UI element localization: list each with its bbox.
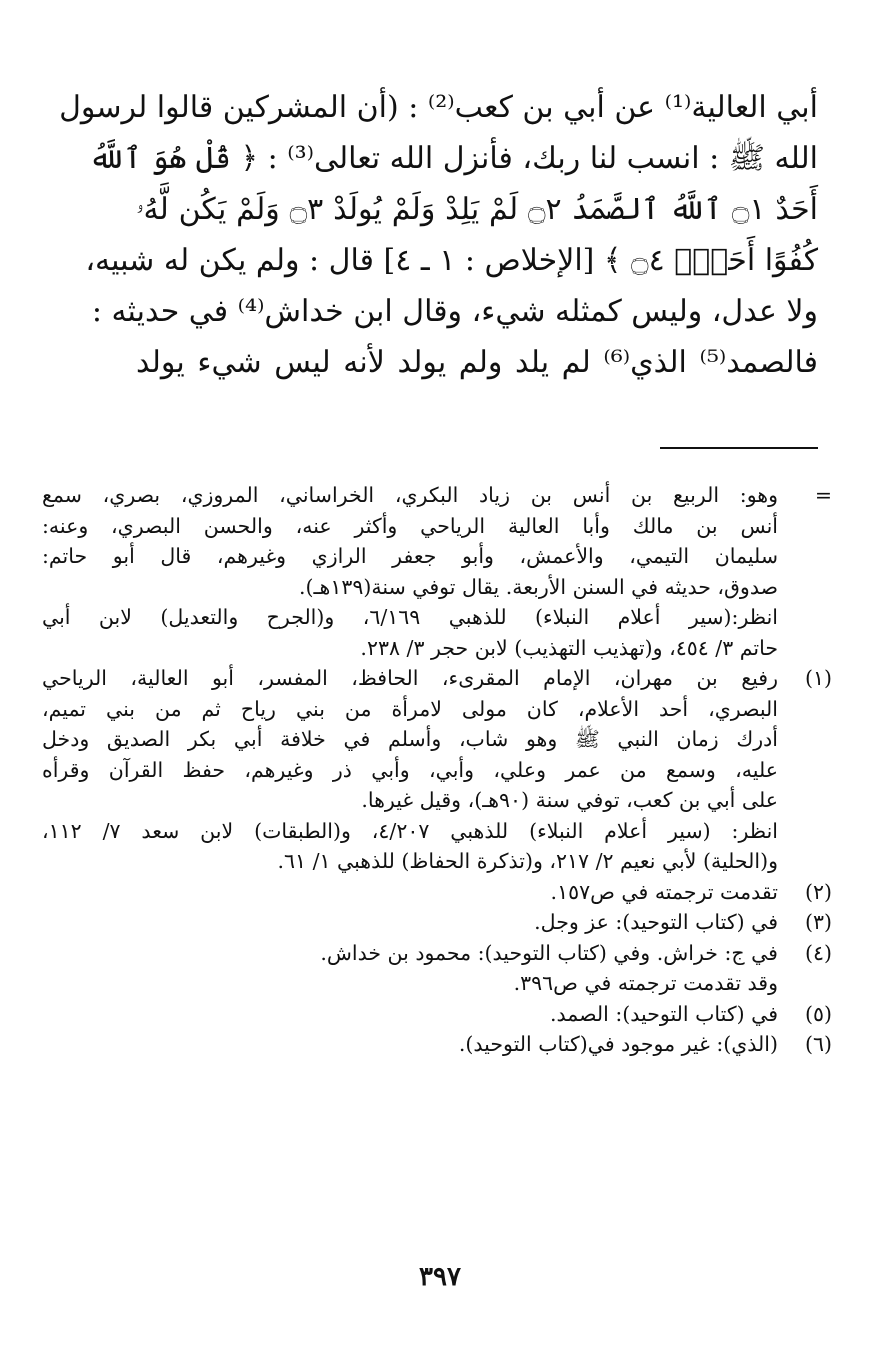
- footnote-line: انظر:(سير أعلام النبلاء) للذهبي ٦/١٦٩، و(الجرح والتعديل) لابن أبي: [42, 605, 778, 629]
- footnote-marker: (٥): [804, 1001, 832, 1026]
- footnote-line: رفيع بن مهران، الإمام المقرىء، الحافظ، المفسر، أبو العالية، الرياحي: [42, 666, 778, 690]
- footnote-marker: (٦): [804, 1032, 832, 1056]
- footnote-marker: =: [814, 483, 832, 507]
- main-text: [59, 82, 818, 388]
- footnote-line: تقدمت ترجمته في ص١٥٧.: [550, 879, 778, 904]
- footnote-line: في (كتاب التوحيد): الصمد.: [549, 1001, 778, 1026]
- footnote-line: في (كتاب التوحيد): عز وجل.: [534, 910, 778, 934]
- page-number: ٣٩٧: [419, 1262, 461, 1292]
- footnote-5: [42, 999, 832, 1030]
- footnote-line: في ج: خراش. وفي (كتاب التوحيد): محمود بن خداش.: [320, 940, 778, 965]
- footnote-6: [42, 1029, 832, 1060]
- main-text-line: فالصمد⁽⁵⁾ الذي⁽⁶⁾ لم يلد ولم يولد لأنه ليس شيء يولد: [136, 345, 818, 380]
- footnote-line: البصري، أحد الأعلام، كان مولى لامرأة من بني رياح ثم من بني تميم،: [42, 696, 778, 721]
- footnote-separator: [660, 447, 818, 449]
- footnote-continued: [42, 480, 832, 663]
- footnote-line: أنس بن مالك وأبا العالية الرياحي وأكثر عنه، والحسن البصري، وعنه:: [42, 513, 778, 538]
- footnote-3: [42, 907, 832, 938]
- main-text-line: كُفُوًا أَحَدٌۢ ۝٤ ﴾ [الإخلاص : ١ ـ ٤] قال : ولم يكن له شبيه،: [85, 243, 818, 278]
- main-text-line: أبي العالية⁽¹⁾ عن أبي بن كعب⁽²⁾ : (أن المشركين قالوا لرسول: [59, 90, 818, 125]
- footnote-marker: (٢): [804, 879, 832, 904]
- footnote-line: على أبي بن كعب، توفي سنة (٩٠هـ)، وقيل غيرها.: [361, 788, 778, 812]
- footnote-marker: (١): [804, 666, 832, 690]
- footnote-line: عليه، وسمع من عمر وعلي، وأبي، وأبي ذر وغيرهم، حفظ القرآن وقرأه: [42, 757, 778, 782]
- footnote-line: أدرك زمان النبي ﷺ وهو شاب، وأسلم في خلافة أبي بكر الصديق ودخل: [42, 727, 778, 751]
- footnote-line: (الذي): غير موجود في(كتاب التوحيد).: [458, 1032, 778, 1056]
- footnote-4: [42, 938, 832, 999]
- footnote-1: [42, 663, 832, 877]
- footnote-line: و(الحلية) لأبي نعيم ٢/ ٢١٧، و(تذكرة الحفاظ) للذهبي ١/ ٦١.: [277, 849, 778, 873]
- footnote-marker: (٣): [804, 910, 832, 934]
- footnote-line: صدوق، حديثه في السنن الأربعة. يقال توفي سنة(١٣٩هـ).: [299, 574, 778, 599]
- main-text-line: أَحَدٌ ۝١ ٱللَّهُ ٱلصَّمَدُ ۝٢ لَمْ يَلِدْ وَلَمْ يُولَدْ ۝٣ وَلَمْ يَكُن لَّهُۥ: [136, 192, 818, 227]
- footnote-line: انظر: (سير أعلام النبلاء) للذهبي ٤/٢٠٧، و(الطبقات) لابن سعد ٧/ ١١٢،: [42, 818, 778, 843]
- footnote-line: وقد تقدمت ترجمته في ص٣٩٦.: [513, 971, 778, 995]
- footnote-line: حاتم ٣/ ٤٥٤، و(تهذيب التهذيب) لابن حجر ٣/ ٢٣٨.: [360, 635, 778, 660]
- footnote-line: وهو: الربيع بن أنس بن زياد البكري، الخراساني، المروزي، بصري، سمع: [42, 483, 778, 507]
- main-text-line: ولا عدل، وليس كمثله شيء، وقال ابن خداش⁽⁴⁾ في حديثه :: [91, 294, 818, 329]
- footnotes: [42, 480, 832, 1060]
- footnote-line: سليمان التيمي، والأعمش، وأبو جعفر الرازي وغيرهم، قال أبو حاتم:: [42, 544, 778, 568]
- main-text-line: الله ﷺ : انسب لنا ربك، فأنزل الله تعالى⁽³⁾ : ﴿ قُلْ هُوَ ٱللَّهُ: [88, 141, 818, 176]
- footnote-marker: (٤): [804, 940, 832, 965]
- footnote-2: [42, 877, 832, 908]
